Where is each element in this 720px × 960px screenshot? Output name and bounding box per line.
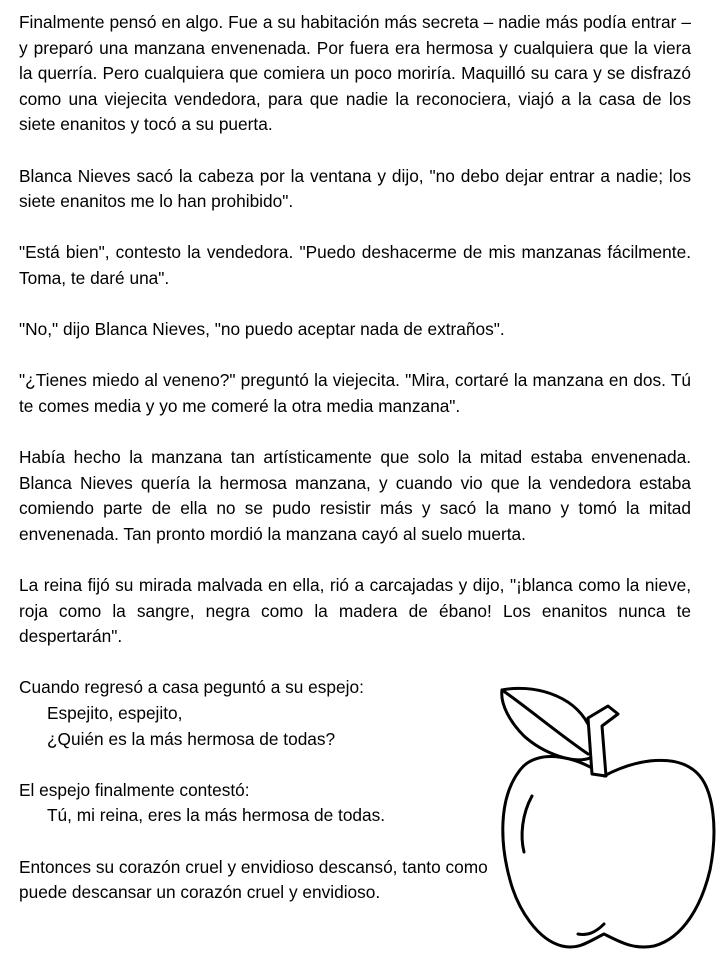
apple-stem — [588, 706, 618, 776]
apple-outline-icon — [492, 684, 718, 954]
mirror-question-intro: Cuando regresó a casa peguntó a su espejo: — [19, 677, 364, 698]
paragraph-ending: Entonces su corazón cruel y envidioso descansó, tanto como puede descansar un corazón cruel y envidioso. — [19, 856, 488, 903]
paragraph-poisoned-apple: Finalmente pensó en algo. Fue a su habitación más secreta – nadie más podía entrar – y preparó una manzana envenenada. Por fuera era hermosa y cualquiera que la viera la querría. Pero cualquiera que comiera un poco moriría. Maquilló su cara y se disfrazó como una viejecita vendedora, para que nadie la reconociera, viajó a la casa de los siete enanitos y tocó a su puerta. — [19, 12, 691, 135]
paragraph-refusal: "No," dijo Blanca Nieves, "no puedo aceptar nada de extraños". — [19, 319, 505, 340]
paragraph-apple-bite: Había hecho la manzana tan artísticamente que solo la mitad estaba envenenada. Blanca Nieves quería la hermosa manzana, y cuando vio que la vendedora estaba comiendo parte de ella no se pudo resistir más y sacó la mano y tomó la mitad envenenada. Tan pronto mordió la manzana cayó al suelo muerta. — [19, 447, 691, 544]
apple-body — [503, 757, 714, 948]
paragraph-seller-offer: "Está bien", contesto la vendedora. "Puedo deshacerme de mis manzanas fácilmente. Toma, te daré una". — [19, 242, 691, 288]
paragraph-window: Blanca Nieves sacó la cabeza por la ventana y dijo, "no debo dejar entrar a nadie; los siete enanitos me lo han prohibido". — [19, 165, 691, 212]
mirror-verse-line-1: Espejito, espejito, — [47, 703, 183, 724]
paragraph-queen-laughs: La reina fijó su mirada malvada en ella, rió a carcajadas y dijo, "¡blanca como la nieve, roja como la sangre, negra como la madera de ébano! Los enanitos nunca te despertarán". — [19, 575, 691, 647]
mirror-answer-intro: El espejo finalmente contestó: — [19, 779, 250, 800]
mirror-verse-line-2: ¿Quién es la más hermosa de todas? — [47, 728, 336, 749]
paragraph-poison-question: "¿Tienes miedo al veneno?" preguntó la viejecita. "Mira, cortaré la manzana en dos. Tú te comes media y yo me comeré la otra media manzana". — [19, 370, 691, 416]
mirror-answer-verse: Tú, mi reina, eres la más hermosa de todas. — [47, 805, 386, 826]
